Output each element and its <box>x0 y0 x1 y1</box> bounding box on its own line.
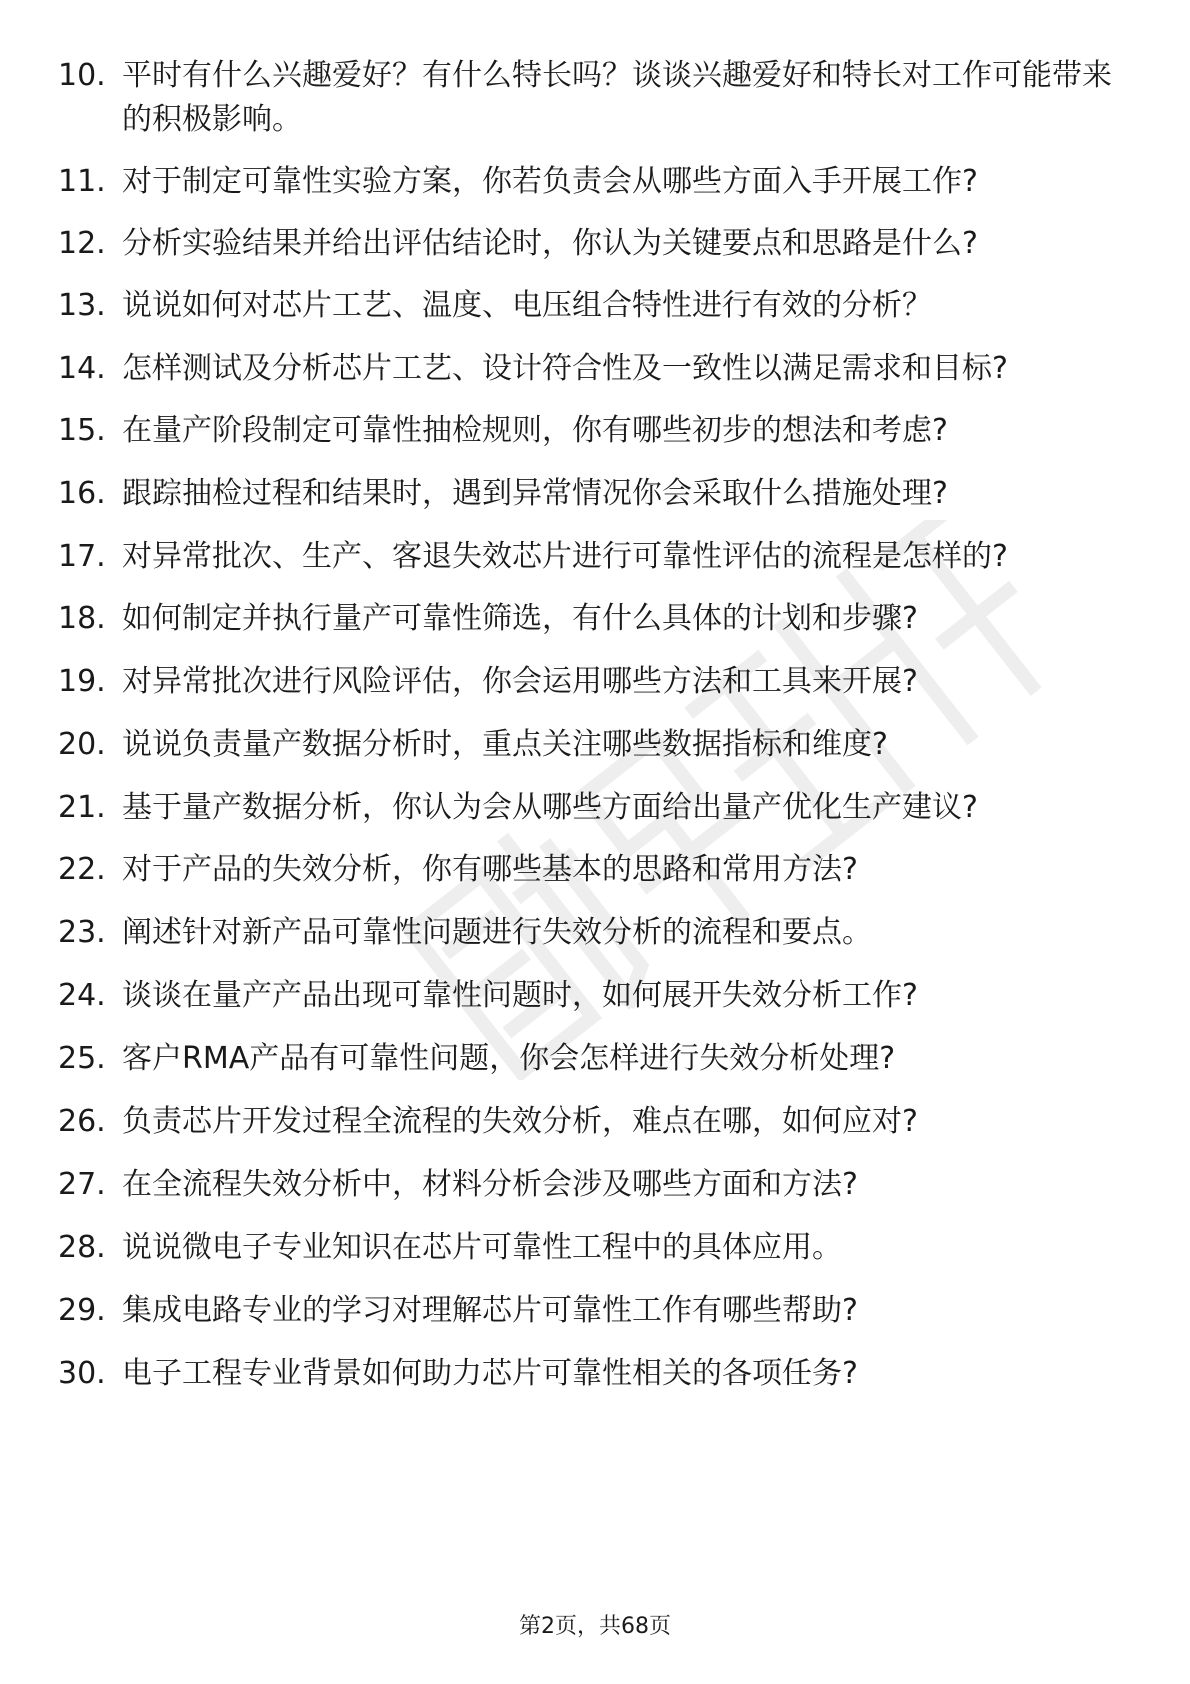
question-text: 负责芯片开发过程全流程的失效分析，难点在哪，如何应对? <box>122 1104 918 1139</box>
question-number: 13. <box>58 288 106 323</box>
question-number: 23. <box>58 915 106 950</box>
list-item <box>58 472 1138 516</box>
question-number: 25. <box>58 1041 106 1076</box>
question-text: 客户RMA产品有可靠性问题，你会怎样进行失效分析处理? <box>122 1041 896 1076</box>
question-text: 如何制定并执行量产可靠性筛选，有什么具体的计划和步骤? <box>122 601 918 636</box>
question-text: 说说微电子专业知识在芯片可靠性工程中的具体应用。 <box>122 1230 842 1265</box>
question-number: 30. <box>58 1356 106 1391</box>
list-item <box>58 535 1138 579</box>
question-number: 28. <box>58 1230 106 1265</box>
list-item <box>58 848 1138 892</box>
question-text: 分析实验结果并给出评估结论时，你认为关键要点和思路是什么? <box>122 226 978 261</box>
question-text: 基于量产数据分析，你认为会从哪些方面给出量产优化生产建议? <box>122 790 978 825</box>
question-number: 10. <box>58 58 106 93</box>
list-item <box>58 54 1138 142</box>
question-number: 15. <box>58 413 106 448</box>
question-number: 20. <box>58 727 106 762</box>
question-text: 对于产品的失效分析，你有哪些基本的思路和常用方法? <box>122 852 858 887</box>
question-text: 说说负责量产数据分析时，重点关注哪些数据指标和维度? <box>122 727 888 762</box>
list-item <box>58 974 1138 1018</box>
list-item <box>58 660 1138 704</box>
question-text: 怎样测试及分析芯片工艺、设计符合性及一致性以满足需求和目标? <box>122 351 1008 386</box>
page-footer <box>0 1612 1190 1642</box>
question-text: 平时有什么兴趣爱好？有什么特长吗？谈谈兴趣爱好和特长对工作可能带来的积极影响。 <box>122 58 1112 137</box>
list-item <box>58 786 1138 830</box>
list-item <box>58 347 1138 391</box>
question-text: 集成电路专业的学习对理解芯片可靠性工作有哪些帮助? <box>122 1293 858 1328</box>
list-item <box>58 911 1138 955</box>
list-item <box>58 222 1138 266</box>
list-item <box>58 1226 1138 1270</box>
question-text: 说说如何对芯片工艺、温度、电压组合特性进行有效的分析？ <box>122 288 932 323</box>
question-text: 跟踪抽检过程和结果时，遇到异常情况你会采取什么措施处理? <box>122 476 948 511</box>
question-text: 对异常批次进行风险评估，你会运用哪些方法和工具来开展? <box>122 664 918 699</box>
list-item <box>58 723 1138 767</box>
question-number: 22. <box>58 852 106 887</box>
list-item <box>58 1037 1138 1081</box>
list-item <box>58 409 1138 453</box>
question-text: 在量产阶段制定可靠性抽检规则，你有哪些初步的想法和考虑? <box>122 413 948 448</box>
question-text: 谈谈在量产产品出现可靠性问题时，如何展开失效分析工作? <box>122 978 918 1013</box>
question-number: 24. <box>58 978 106 1013</box>
question-number: 17. <box>58 539 106 574</box>
question-number: 29. <box>58 1293 106 1328</box>
question-text: 电子工程专业背景如何助力芯片可靠性相关的各项任务? <box>122 1356 858 1391</box>
question-text: 对异常批次、生产、客退失效芯片进行可靠性评估的流程是怎样的? <box>122 539 1008 574</box>
list-item <box>58 160 1138 204</box>
question-number: 19. <box>58 664 106 699</box>
page-number-label: 第2页，共68页 <box>519 1614 671 1639</box>
question-text: 对于制定可靠性实验方案，你若负责会从哪些方面入手开展工作? <box>122 164 978 199</box>
question-number: 14. <box>58 351 106 386</box>
question-number: 18. <box>58 601 106 636</box>
question-number: 27. <box>58 1167 106 1202</box>
question-list <box>58 54 1138 1415</box>
question-number: 12. <box>58 226 106 261</box>
question-number: 11. <box>58 164 106 199</box>
list-item <box>58 284 1138 328</box>
list-item <box>58 1289 1138 1333</box>
list-item <box>58 1352 1138 1396</box>
list-item <box>58 1100 1138 1144</box>
question-text: 阐述针对新产品可靠性问题进行失效分析的流程和要点。 <box>122 915 872 950</box>
question-number: 16. <box>58 476 106 511</box>
question-text: 在全流程失效分析中，材料分析会涉及哪些方面和方法? <box>122 1167 858 1202</box>
list-item <box>58 1163 1138 1207</box>
list-item <box>58 597 1138 641</box>
question-number: 26. <box>58 1104 106 1139</box>
question-number: 21. <box>58 790 106 825</box>
